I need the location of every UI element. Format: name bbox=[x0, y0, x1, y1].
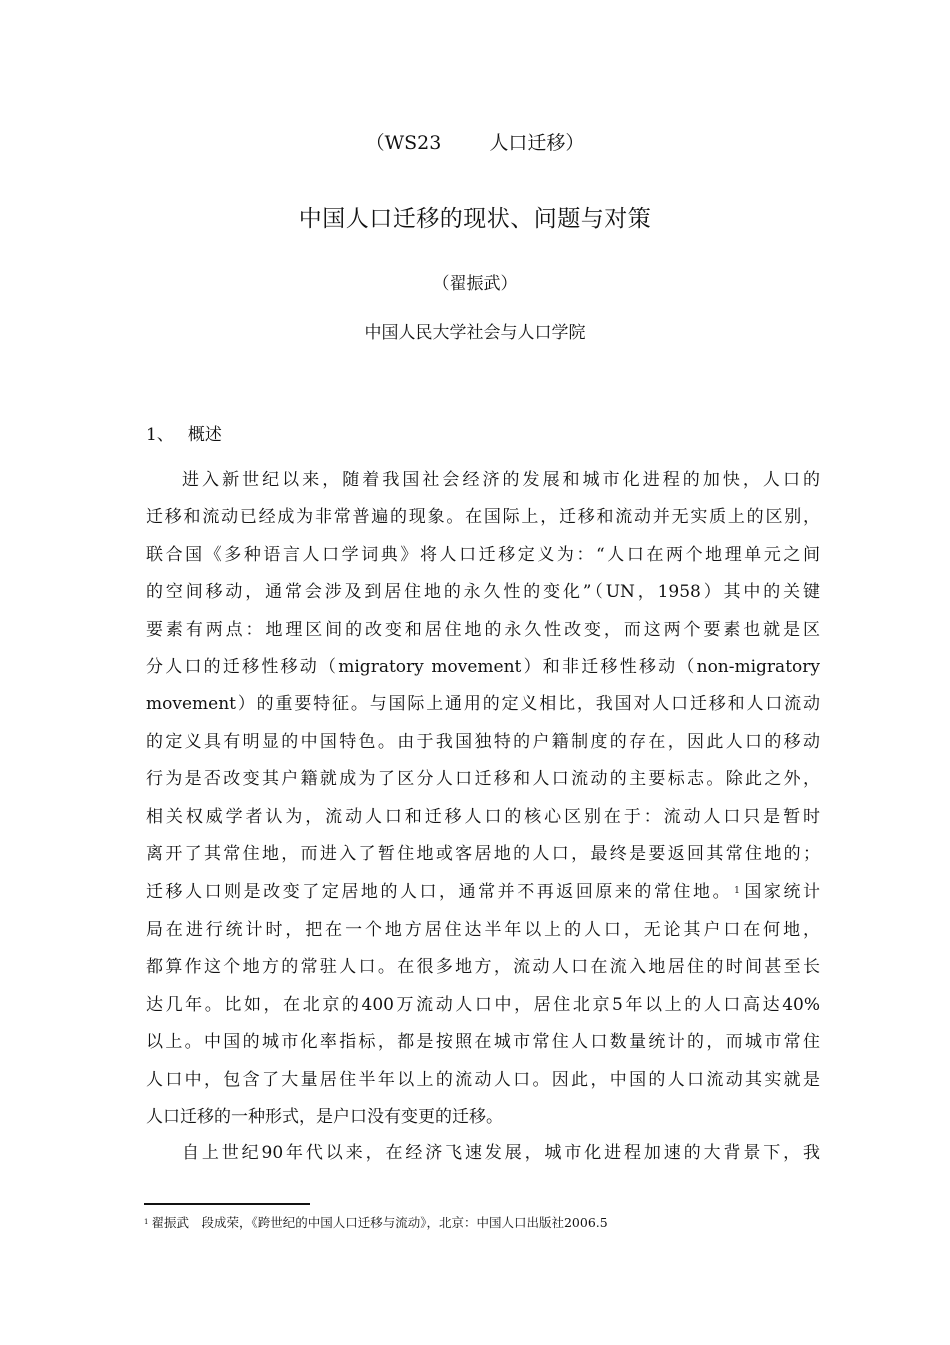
paragraph-line: movement）的重要特征。与国际上通用的定义相比，我国对人口迁移和人口流动 bbox=[146, 694, 820, 715]
affiliation: 中国人民大学社会与人口学院 bbox=[364, 323, 586, 343]
paragraph-line-with-footnote bbox=[146, 873, 820, 911]
paragraph-line: 的空间移动，通常会涉及到居住地的永久性的变化”（UN，1958）其中的关键 bbox=[146, 582, 820, 603]
paragraph-line: 迁移和流动已经成为非常普遍的现象。在国际上，迁移和流动并无实质上的区别， bbox=[146, 507, 820, 528]
paragraph-line: 达几年。比如，在北京的400万流动人口中，居住北京5年以上的人口高达40% bbox=[146, 994, 820, 1015]
author: （翟振武） bbox=[432, 274, 518, 294]
section-number: 1、 bbox=[146, 425, 174, 445]
session-label bbox=[0, 128, 950, 155]
paragraph-line: 联合国《多种语言人口学词典》将人口迁移定义为：“人口在两个地理单元之间 bbox=[146, 544, 820, 565]
footnote-ref[interactable]: 1 bbox=[734, 886, 740, 897]
footnote-number: 1 bbox=[144, 1218, 149, 1226]
paragraph-line: 以上。中国的城市化率指标，都是按照在城市常住人口数量统计的，而城市常住 bbox=[146, 1032, 820, 1053]
paragraph-2 bbox=[146, 1135, 820, 1172]
paragraph-line: 分人口的迁移性移动（migratory movement）和非迁移性移动（non-migratory bbox=[146, 657, 820, 678]
line-text: 迁移人口则是改变了定居地的人口，通常并不再返回原来的常住地。 bbox=[146, 882, 733, 903]
paragraph-line: 自上世纪90年代以来，在经济飞速发展，城市化进程加速的大背景下，我 bbox=[182, 1143, 820, 1163]
paragraph-line: 人口迁移的一种形式，是户口没有变更的迁移。 bbox=[146, 1106, 503, 1127]
paragraph-line: 离开了其常住地，而进入了暂住地或客居地的人口，最终是要返回其常住地的； bbox=[146, 844, 820, 865]
paragraph-line: 相关权威学者认为，流动人口和迁移人口的核心区别在于：流动人口只是暂时 bbox=[146, 806, 820, 827]
session-code: （WS23 bbox=[365, 132, 442, 154]
section-heading bbox=[146, 420, 222, 445]
paragraph-line: 的定义具有明显的中国特色。由于我国独特的户籍制度的存在，因此人口的移动 bbox=[146, 731, 820, 752]
footnote bbox=[144, 1213, 608, 1231]
session-topic: 人口迁移） bbox=[489, 132, 585, 154]
paragraph-line: 都算作这个地方的常驻人口。在很多地方，流动人口在流入地居住的时间甚至长 bbox=[146, 957, 820, 978]
paragraph-line: 行为是否改变其户籍就成为了区分人口迁移和人口流动的主要标志。除此之外， bbox=[146, 769, 820, 790]
paragraph-line: 要素有两点：地理区间的改变和居住地的永久性改变，而这两个要素也就是区 bbox=[146, 619, 820, 640]
paragraph-line: 局在进行统计时，把在一个地方居住达半年以上的人口，无论其户口在何地， bbox=[146, 919, 820, 940]
footnote-divider bbox=[144, 1203, 310, 1205]
paper-title: 中国人口迁移的现状、问题与对策 bbox=[298, 206, 652, 232]
line-text: 国家统计 bbox=[741, 882, 821, 903]
paragraph-line: 人口中，包含了大量居住半年以上的流动人口。因此，中国的人口流动其实就是 bbox=[146, 1069, 820, 1090]
section-title: 概述 bbox=[187, 425, 222, 445]
footnote-text: 翟振武 段成荣，《跨世纪的中国人口迁移与流动》，北京：中国人口出版社2006.5 bbox=[151, 1215, 608, 1230]
paragraph-1 bbox=[146, 462, 820, 1136]
paragraph-line: 进入新世纪以来，随着我国社会经济的发展和城市化进程的加快，人口的 bbox=[182, 470, 820, 490]
